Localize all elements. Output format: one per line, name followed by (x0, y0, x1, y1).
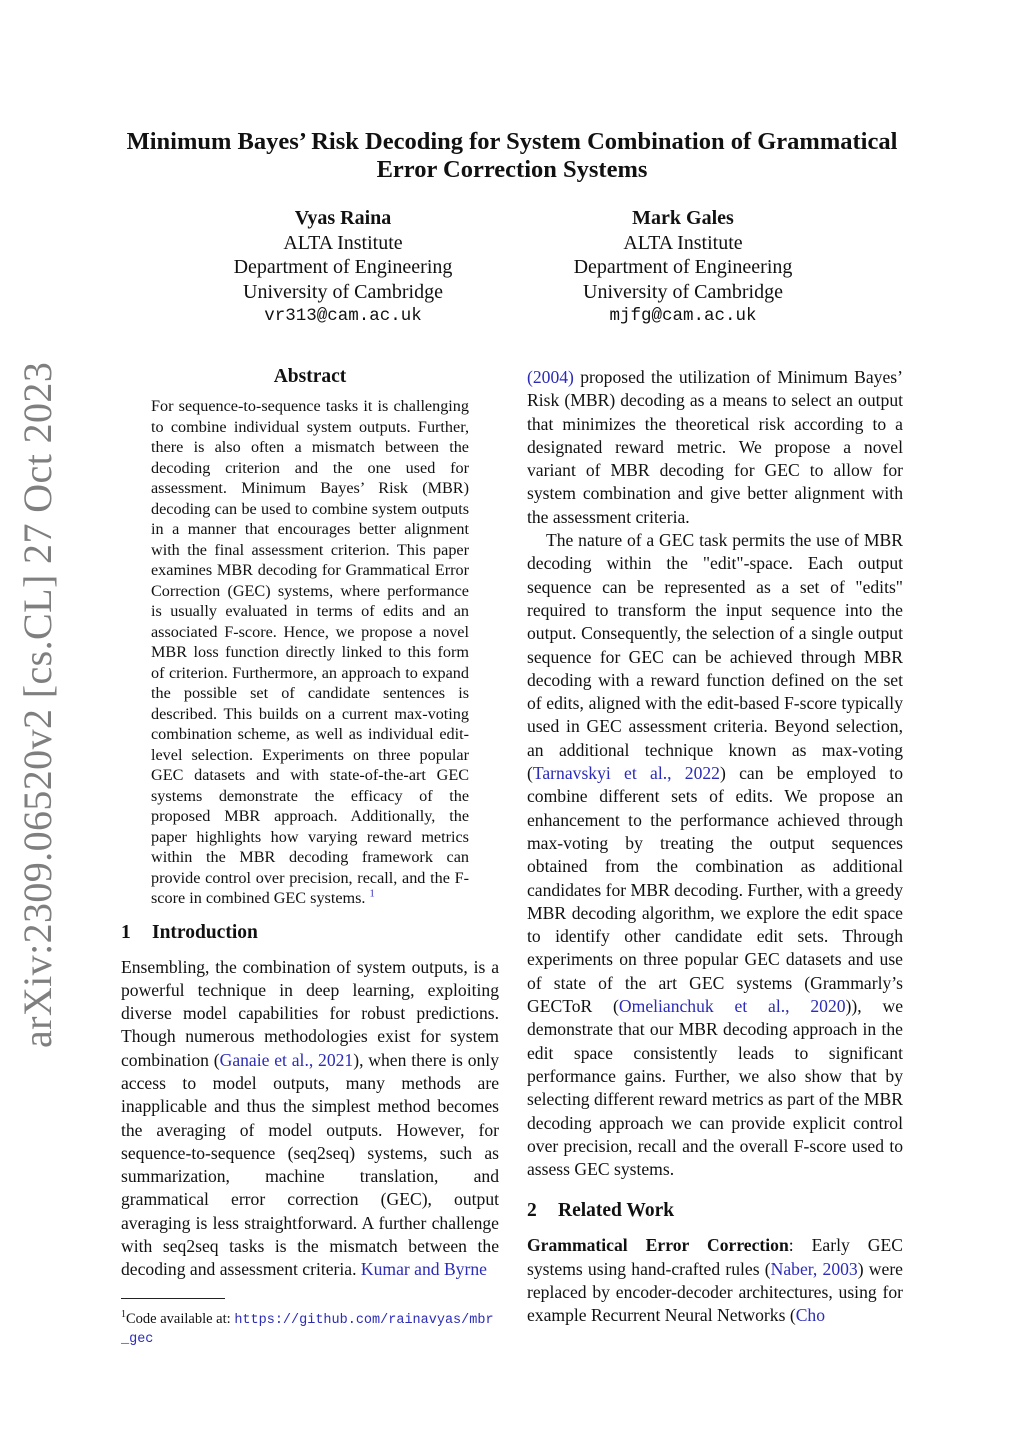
footnote-number: 1 (121, 1308, 126, 1320)
citation-link[interactable]: Ganaie et al., 2021 (219, 1049, 354, 1070)
paragraph-text: Ensembling, the combination of system outputs, is a powerful technique in deep learning, exploiting diverse model capabilities for robust predictions. Though numerous methodologies exist for system combination ( (121, 956, 499, 1070)
author-name: Mark Gales (632, 207, 734, 229)
author-department: Department of Engineering (573, 256, 793, 278)
section-number: 2 (527, 1200, 537, 1222)
intro-paragraph-1-continued (527, 366, 903, 529)
right-column (527, 366, 903, 1328)
section-number: 1 (121, 921, 131, 943)
footnote-divider (121, 1298, 225, 1299)
paragraph-text: )), we demonstrate that our MBR decoding approach in the edit space consistently leads to significant performance gains. Further, we also show that by selecting different reward metrics as part of the MBR decoding approach we can provide explicit control over precision, recall and the overall F-score used to assess GEC systems. (527, 996, 903, 1180)
footnote-marker[interactable]: 1 (369, 888, 375, 900)
arxiv-identifier: arXiv:2309.06520v2 [cs.CL] 27 Oct 2023 (15, 361, 60, 1048)
citation-link[interactable]: Kumar and Byrne (360, 1259, 487, 1280)
author-email: mjfg@cam.ac.uk (609, 306, 757, 326)
section-heading-related-work (527, 1199, 903, 1223)
related-work-paragraph-1 (527, 1234, 903, 1327)
author-email: vr313@cam.ac.uk (264, 306, 422, 326)
citation-link[interactable]: Naber, 2003 (770, 1258, 858, 1279)
paper-title: Minimum Bayes’ Risk Decoding for System Combination of Grammatical Error Correction Systems (126, 128, 898, 183)
footnote (121, 1305, 499, 1350)
citation-link[interactable]: Tarnavskyi et al., 2022 (532, 763, 720, 784)
abstract-body (151, 396, 469, 909)
citation-link[interactable]: Omelianchuk et al., 2020 (618, 996, 846, 1017)
paragraph-text: ), when there is only access to model outputs, many methods are inapplicable and thus the simplest method becomes the averaging of model outputs. However, for sequence-to-sequence (seq2seq) systems, such as summarization, machine translation, and grammatical error correction (GEC), output averaging is less straightforward. A further challenge with seq2seq tasks is the mismatch between the decoding and assessment criteria. (121, 1049, 499, 1280)
paragraph-text: : Early GEC systems using hand-crafted rules ( (527, 1235, 903, 1279)
code-url-link[interactable]: https://github.com/rainavyas/mbr_gec (121, 1312, 494, 1348)
author-institute: ALTA Institute (283, 231, 403, 254)
paragraph-text: proposed the utilization of Minimum Bayes’ Risk (MBR) decoding as a means to select an output that minimizes the theoretical risk according to a designated reward metric. We propose a novel variant of MBR decoding for GEC to allow for system combination and give better alignment with the assessment criteria. (527, 367, 903, 527)
intro-paragraph-1 (121, 956, 499, 1282)
paragraph-lead: Grammatical Error Correction (527, 1235, 789, 1256)
abstract-text: For sequence-to-sequence tasks it is challenging to combine individual system outputs. Further, there is also often a mismatch between the decoding criterion and the one used for assessment. Minimum Bayes’ Risk (MBR) decoding can be used to combine system outputs in a manner that encourages better alignment with the final assessment criterion. This paper examines MBR decoding for Grammatical Error Correction (GEC) systems, where performance is usually evaluated in terms of edits and an associated F-score. Hence, we propose a novel MBR loss function directly linked to this form of criterion. Furthermore, an approach to expand the possible set of candidate sentences is described. This builds on a current max-voting combination scheme, as well as individual edit-level selection. Experiments on three popular GEC datasets and with state-of-the-art GEC systems demonstrate the efficacy of the proposed MBR approach. Additionally, the paper highlights how varying reward metrics within the MBR decoding framework can provide control over precision, recall, and the F-score in combined GEC systems. (151, 397, 469, 907)
paragraph-text: ) can be employed to combine different sets of edits. We propose an enhancement to the performance achieved through max-voting by treating the output sequences obtained from the combination as additional candidates for MBR decoding. Further, with a greedy MBR decoding algorithm, we explore the edit space to identify other candidate edit sets. Through experiments on three popular GEC datasets and use of state of the art GEC systems (Grammarly’s GECToR ( (527, 763, 903, 1017)
author-block-2 (533, 206, 833, 329)
author-university: University of Cambridge (583, 280, 783, 303)
author-department: Department of Engineering (233, 256, 453, 278)
footnote-text: Code available at: (126, 1310, 235, 1327)
paragraph-text: ) were replaced by encoder-decoder architectures, using for example Recurrent Neural Networks ( (527, 1258, 903, 1326)
paragraph-text: The nature of a GEC task permits the use of MBR decoding within the "edit"-space. Each output sequence can be represented as a set of "edits" required to transform the input sequence into the output. Consequently, the selection of a single output sequence for GEC can be achieved through MBR decoding with a reward function defined on the set of edits, aligned with the edit-based F-score typically used in GEC assessment criteria. Beyond selection, an additional technique known as max-voting ( (527, 530, 903, 784)
author-university: University of Cambridge (243, 280, 443, 303)
intro-paragraph-2 (527, 529, 903, 1181)
author-institute: ALTA Institute (623, 231, 743, 254)
section-title: Related Work (558, 1200, 675, 1222)
author-block-1 (193, 206, 493, 329)
citation-link[interactable]: Cho (795, 1305, 826, 1326)
section-title: Introduction (152, 921, 258, 943)
left-column (121, 364, 499, 1349)
citation-link[interactable]: (2004) (527, 367, 574, 387)
section-heading-introduction (121, 921, 499, 945)
author-name: Vyas Raina (294, 207, 392, 229)
abstract-heading: Abstract (273, 366, 347, 387)
